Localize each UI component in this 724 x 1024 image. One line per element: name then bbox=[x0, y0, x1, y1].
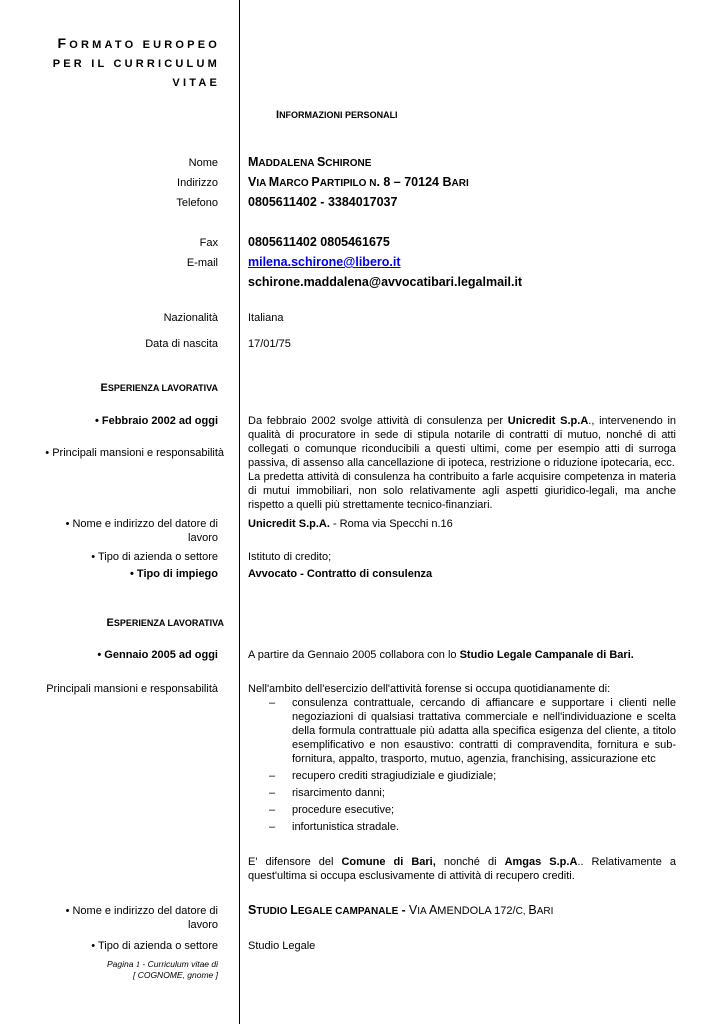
exp2-duties bbox=[248, 682, 676, 834]
employer-part: IA bbox=[417, 906, 429, 917]
section-experience-1 bbox=[40, 382, 218, 394]
section-rest: NFORMAZIONI PERSONALI bbox=[279, 110, 398, 120]
exp2-sector-label: • Tipo di azienda o settore bbox=[91, 940, 218, 952]
dash-bullet: – bbox=[269, 821, 276, 833]
duty-text: procedure esecutive; bbox=[292, 804, 395, 816]
footer-text: Pagina bbox=[106, 959, 136, 969]
footer-placeholder: [ COGNOME, gnome ] bbox=[132, 970, 218, 980]
employer-part: A bbox=[428, 903, 438, 917]
exp1-sector: Istituto di credito; bbox=[248, 551, 332, 563]
address-part: ARI bbox=[451, 178, 469, 189]
label-email: E-mail bbox=[186, 257, 218, 269]
employer-part: L bbox=[290, 903, 298, 917]
exp1-duties-label: • Principali mansioni e responsabilità bbox=[45, 447, 224, 459]
section-rest: SPERIENZA LAVORATIVA bbox=[107, 383, 218, 393]
dash-bullet: – bbox=[269, 804, 276, 816]
exp2-duties-label: Principali mansioni e responsabilità bbox=[46, 683, 218, 695]
footer-text: - Curriculum vitae di bbox=[140, 959, 218, 969]
exp2-sector: Studio Legale bbox=[248, 940, 316, 952]
duty-item bbox=[248, 769, 676, 783]
page-footer bbox=[60, 959, 218, 981]
duty-item bbox=[248, 803, 676, 817]
title-line-1: ORMATO EUROPEO bbox=[69, 39, 220, 51]
section-initial: I bbox=[276, 109, 280, 121]
company-name: Unicredit S.p.A bbox=[507, 415, 589, 427]
exp2-employer-label: • Nome e indirizzo del datore di lavoro bbox=[65, 905, 218, 931]
dash-bullet: – bbox=[269, 770, 276, 782]
label-phone: Telefono bbox=[176, 197, 218, 209]
value-birthdate: 17/01/75 bbox=[248, 338, 291, 350]
text: .. Relativamente a quest'ultima si occupa esclusivamente di attività di recupero crediti. bbox=[248, 856, 677, 882]
employer-part: MENDOLA 172/ bbox=[437, 905, 516, 917]
exp1-description bbox=[248, 414, 676, 512]
address-part: V bbox=[248, 175, 257, 189]
address-part: P bbox=[311, 175, 320, 189]
employer-name: Unicredit S.p.A. bbox=[248, 518, 330, 530]
title-initial: F bbox=[57, 35, 70, 51]
value-phone: 0805611402 - 3384017037 bbox=[248, 195, 398, 209]
exp1-employer-label: • Nome e indirizzo del datore di lavoro bbox=[65, 518, 218, 544]
page-number: 1 bbox=[135, 959, 141, 969]
section-experience-2 bbox=[40, 617, 224, 629]
address-part: ARTIPILO N bbox=[319, 178, 377, 189]
exp2-collaboration bbox=[248, 648, 676, 662]
value-email-1 bbox=[248, 255, 676, 269]
name-part-2: CHIRONE bbox=[325, 158, 372, 169]
exp2-date: • Gennaio 2005 ad oggi bbox=[97, 649, 218, 661]
exp1-sector-label: • Tipo di azienda o settore bbox=[91, 551, 218, 563]
text: ., intervenendo in qualità di procuratore in sede di stipula notarile di contratti di mutuo, nonché di atti collegati o comunque riconducibili a questi ultimi, come per esempio atti di surroga passiva, di assenso alla cancellazione di ipoteca, restrizione o riduzione ipotecaria, ecc. bbox=[248, 415, 677, 469]
label-nationality: Nazionalità bbox=[163, 312, 218, 324]
employer-part: C bbox=[515, 906, 523, 917]
label-name: Nome bbox=[188, 157, 218, 169]
firm-name: Studio Legale Campanale di Bari. bbox=[459, 649, 634, 661]
employer-address: - Roma via Specchi n.16 bbox=[329, 518, 453, 530]
duty-text: infortunistica stradale. bbox=[292, 821, 399, 833]
exp2-employer bbox=[248, 903, 676, 919]
section-personal-info bbox=[276, 109, 576, 121]
value-address bbox=[248, 175, 676, 191]
address-part: M bbox=[268, 175, 280, 189]
exp1-type: Avvocato - Contratto di consulenza bbox=[248, 568, 433, 580]
exp1-employer bbox=[248, 517, 676, 531]
address-part: B bbox=[442, 175, 452, 189]
section-initial: E bbox=[106, 617, 114, 629]
exp2-defense bbox=[248, 855, 676, 883]
text: A partire da Gennaio 2005 collabora con lo bbox=[248, 649, 460, 661]
employer-part: B bbox=[528, 903, 537, 917]
employer-part: EGALE CAMPANALE bbox=[297, 906, 399, 917]
employer-part: - bbox=[398, 903, 409, 917]
title-line-2: PER IL CURRICULUM bbox=[52, 58, 220, 70]
address-part: . 8 – 70124 bbox=[376, 175, 443, 189]
email-link[interactable]: milena.schirone@libero.it bbox=[248, 255, 401, 269]
label-fax: Fax bbox=[199, 237, 218, 249]
section-rest: SPERIENZA LAVORATIVA bbox=[113, 618, 224, 628]
section-initial: E bbox=[100, 382, 108, 394]
employer-part: S bbox=[248, 903, 257, 917]
duty-item bbox=[248, 696, 676, 766]
duty-text: recupero crediti stragiudiziale e giudiziale; bbox=[292, 770, 497, 782]
name-initial-2: S bbox=[316, 155, 326, 169]
client-name: Amgas S.p.A bbox=[504, 856, 578, 868]
value-nationality: Italiana bbox=[248, 312, 284, 324]
cv-title bbox=[40, 34, 220, 93]
exp1-paragraph-2: La predetta attività di consulenza ha contribuito a farle acquisire competenza in materia di mutui immobiliari, non solo relativamente agli aspetti giuridico-legali, ma anche rispetto a quelli più strettamente tecnico-finanziari. bbox=[248, 471, 676, 511]
dash-bullet: – bbox=[269, 697, 276, 709]
label-address: Indirizzo bbox=[177, 177, 218, 189]
address-part: ARCO bbox=[279, 178, 312, 189]
name-part-1: ADDALENA bbox=[258, 158, 317, 169]
exp1-paragraph-1 bbox=[248, 414, 676, 470]
text: nonché di bbox=[435, 856, 505, 868]
value-email-2: schirone.maddalena@avvocatibari.legalmail.it bbox=[248, 275, 523, 289]
label-birthdate: Data di nascita bbox=[145, 338, 218, 350]
text: Da febbraio 2002 svolge attività di consulenza per bbox=[248, 415, 508, 427]
text: E' difensore del bbox=[248, 856, 342, 868]
title-line-3: VITAE bbox=[172, 77, 220, 89]
exp1-type-label: • Tipo di impiego bbox=[130, 568, 218, 580]
duty-item bbox=[248, 820, 676, 834]
duty-item bbox=[248, 786, 676, 800]
client-name: Comune di Bari, bbox=[341, 856, 436, 868]
value-name bbox=[248, 155, 676, 171]
exp1-date: • Febbraio 2002 ad oggi bbox=[94, 415, 218, 427]
duties-intro: Nell'ambito dell'esercizio dell'attività forense si occupa quotidianamente di: bbox=[248, 683, 611, 695]
address-part: IA bbox=[256, 178, 269, 189]
dash-bullet: – bbox=[269, 787, 276, 799]
employer-part: TUDIO bbox=[256, 906, 291, 917]
duty-text: risarcimento danni; bbox=[292, 787, 385, 799]
employer-part: , bbox=[522, 906, 529, 917]
name-initial-1: M bbox=[248, 155, 259, 169]
value-fax: 0805611402 0805461675 bbox=[248, 235, 390, 249]
vertical-divider bbox=[239, 0, 240, 1024]
employer-part: ARI bbox=[536, 906, 554, 917]
employer-part: V bbox=[408, 903, 418, 917]
duty-text: consulenza contrattuale, cercando di affiancare e supportare i clienti nelle negoziazioni di qualsiasi trattativa commerciale e nell'individuazione e scelta della formula contrattuale più adatta alla specifica esigenza del cliente, a titolo esemplificativo e non esaustivo: contratti di compravendita, fornitura e sub- fornitura, appalto, trasporto, mutuo, agenzia, franchising, assicurazione etc bbox=[292, 697, 676, 765]
